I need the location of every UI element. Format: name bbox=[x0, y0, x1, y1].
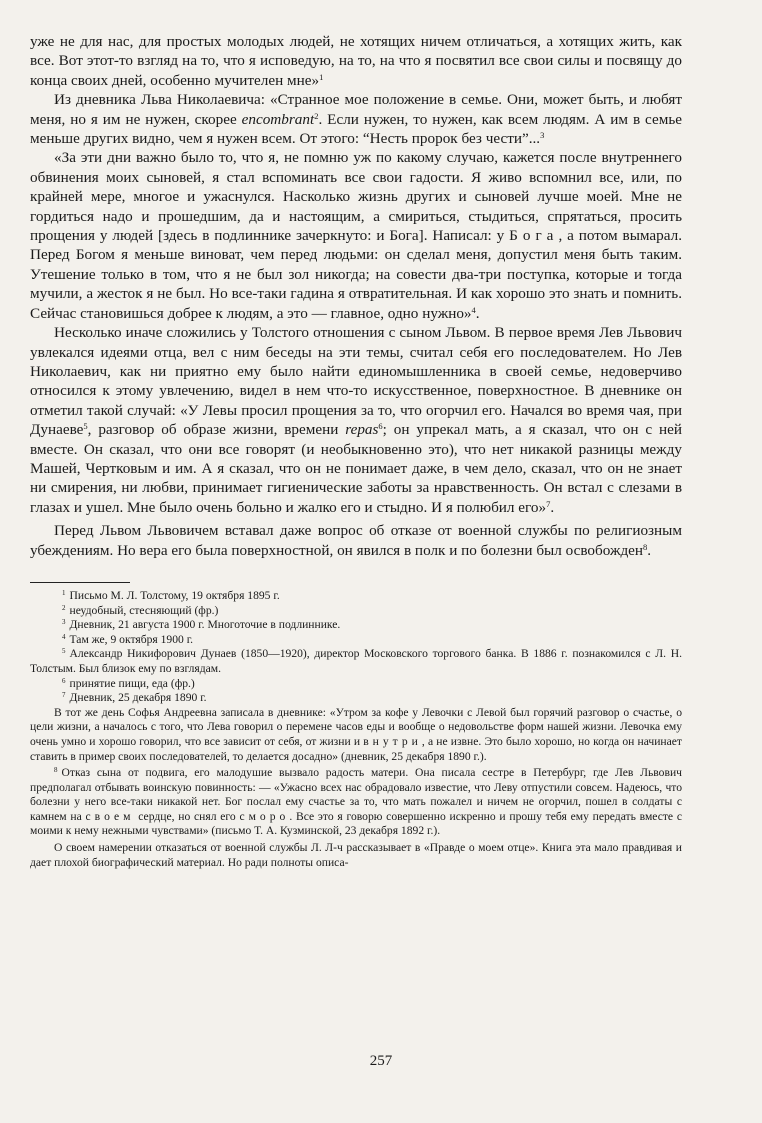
footnote-ref[interactable]: 1 bbox=[319, 71, 324, 82]
footnote-text: Дневник, 25 декабря 1890 г. bbox=[69, 691, 207, 705]
text: Несколько иначе сложились у Толстого отношения с сыном Львом. В первое время Лев Львович увлекался идеями отца, вел с ним беседы на эти темы, считал себя его последователем. Но Лев Николаевич, как ни приятно ему было найти единомышленника в своей семье, недоверчиво относился к этому увлечению, видел в нем что-то искусственное, поверхностное. В дневнике он отметил такой случай: «У Левы просил прощения за то, что огорчил его. Начался во время чая, при Дунаеве bbox=[30, 324, 682, 439]
footnote-ref[interactable]: 7 bbox=[546, 498, 551, 509]
footnote-text: . Все это я говорю совершенно искренно и прошу тебя ему передать вместе с моими к нему нежными чувствами» (письмо Т. А. Кузминской, 23 декабря 1892 г.). bbox=[30, 809, 682, 838]
footnote-ref[interactable]: 5 bbox=[83, 421, 88, 432]
footnote bbox=[30, 589, 682, 604]
footnote-number: 1 bbox=[62, 588, 66, 597]
footnote-number: 6 bbox=[62, 676, 66, 685]
page bbox=[30, 32, 682, 870]
footnote-text: Письмо М. Л. Толстому, 19 октября 1895 г. bbox=[69, 588, 280, 602]
footnote-number: 8 bbox=[54, 766, 58, 775]
paragraph: Несколько иначе сложились у Толстого отношения с сыном Львом. В первое время Лев Львович увлекался идеями отца, вел с ним беседы на эти темы, считал себя его последователем. Но Лев Николаевич, как ни приятно ему было найти единомышленника в своей семье, недоверчиво относился к этому увлечению, видел в нем что-то искусственное, поверхностное. В дневнике он отметил такой случай: «У Левы просил прощения за то, что огорчил его. Начался во время чая, при Дунаеве$^5$, разговор об образе жизни, времени repas$^6$; он упрекал мать, а я сказал, что он с ней вместе. Он сказал, что они все говорят (и необыкновенно это), что нет никакой разницы между Машей, Чертковым и им. А я сказал, что он не понимает даже, в чем дело, сказал, что он не знает ни смирения, ни любви, принимает гигиенические заботы за нравственность. Он встал с слезами в глазах и ушел. Мне было очень больно и жалко его и стыдно. И я полюбил его»$^7$. bbox=[30, 324, 682, 516]
footnote bbox=[30, 677, 682, 692]
footnote-ref[interactable]: 2 bbox=[314, 110, 319, 121]
footnote-ref[interactable]: 4 bbox=[471, 304, 476, 315]
footnote-text: Дневник, 21 августа 1900 г. Многоточие в подлиннике. bbox=[69, 618, 341, 632]
foreign-word: repas bbox=[345, 421, 379, 439]
footnote-ref[interactable]: 6 bbox=[378, 421, 383, 432]
text: . Если нужен, то нужен, как всем людям. А им в семье меньше других видно, чем я нужен всем. От этого: “Несть пророк без чести”... bbox=[30, 110, 682, 148]
text: Перед Львом Львовичем вставал даже вопрос об отказе от военной службы по религиозным убеждениям. Но вера его была поверхностной, он явился в полк и по болезни был освобожден bbox=[30, 522, 682, 559]
footnote-number: 4 bbox=[62, 632, 66, 641]
text: ; он упрекал мать, а я сказал, что он с ней вместе. Он сказал, что они все говорят (и необыкновенно это), что нет никакой разницы между Машей, Чертковым и им. А я сказал, что он не понимает даже, в чем дело, сказал, что он не знает ни смирения, ни любви, принимает гигиенические заботы за нравственность. Он встал с слезами в глазах и ушел. Мне было очень больно и жалко его и стыдно. И я полюбил его» bbox=[30, 421, 682, 516]
footnote-text: Александр Никифорович Дунаев (1850—1920), директор Московского торгового банка. В 1886 г. познакомился с Л. Н. Толстым. Был близок ему по взглядам. bbox=[30, 647, 682, 675]
footnote bbox=[30, 604, 682, 619]
footnote bbox=[30, 633, 682, 648]
paragraph bbox=[30, 32, 682, 90]
footnote-number: 5 bbox=[62, 647, 66, 656]
footnote-number: 2 bbox=[62, 603, 66, 612]
text: Из дневника Льва Николаевича: «Странное мое положение в семье. Они, может быть, и любят меня, но я им не нужен, скорее bbox=[30, 91, 682, 128]
footnote-text: В тот же день Софья Андреевна записала в дневнике: «Утром за кофе у Левочки с Левой был горячий разговор о счастье, о цели жизни, а началось с того, что Лева говорил о перемене часов еды и вообще о недовольстве форм нашей жизни. Левочка ему очень умно и хорошо говорил, что все зависит от себя, от жизни и bbox=[30, 705, 682, 748]
footnote bbox=[30, 618, 682, 633]
footnote-text: неудобный, стесняющий (фр.) bbox=[69, 603, 219, 617]
page-number: 257 bbox=[369, 1053, 393, 1069]
spaced-word: своем bbox=[85, 809, 135, 823]
footnote-ref[interactable]: 3 bbox=[540, 130, 545, 141]
footnote-paragraph bbox=[30, 841, 682, 870]
footnote-text: О своем намерении отказаться от военной службы Л. Л-ч рассказывает в «Правде о моем отце». Книга эта мало правдивая и дает плохой биографический материал. Но ради полноты описа- bbox=[30, 841, 682, 869]
spaced-word: Бога bbox=[509, 227, 559, 245]
paragraph bbox=[30, 90, 682, 148]
footnote bbox=[30, 691, 682, 706]
spaced-word: внутри bbox=[363, 734, 422, 748]
footnote-number: 3 bbox=[62, 618, 66, 627]
spaced-word: сморо bbox=[239, 809, 290, 823]
footnote-paragraph bbox=[30, 706, 682, 764]
foreign-word: encombrant bbox=[241, 110, 315, 128]
text: , а потом вымарал. Перед Богом я меньше виноват, чем перед людьми: он сделал меня, допустил меня быть таким. Утешение только в том, что я не был зол никогда; на совести два-три поступка, которые и тогда мучили, а жесток я не был. Но все-таки гадина я отвратительная. И как хорошо это знать и помнить. Сейчас становишься добрее к людям, а это — главное, одно нужно» bbox=[30, 227, 682, 322]
footnotes bbox=[30, 589, 682, 870]
footnote-divider bbox=[30, 582, 130, 583]
text: , разговор об образе жизни, времени bbox=[87, 421, 346, 439]
footnote-ref[interactable]: 8 bbox=[643, 541, 648, 552]
footnote bbox=[30, 766, 682, 839]
footnote bbox=[30, 647, 682, 676]
text: «За эти дни важно было то, что я, не помню уж по какому случаю, кажется после внутреннего обвинения моих сыновей, я стал вспоминать все свои гадости. Я живо вспомнил все, или, по крайней мере, многое и ужаснулся. Насколько жизнь других и сыновей лучше моей. Мне не гордиться надо и прошедшим, да и настоящим, а смириться, стыдиться, спрятаться, просить прощения у людей [здесь в подлиннике зачеркнуто: и Бога]. Написал: у bbox=[30, 149, 682, 245]
paragraph: «За эти дни важно было то, что я, не помню уж по какому случаю, кажется после внутреннего обвинения моих сыновей, я стал вспоминать все свои гадости. Я живо вспомнил все, или, по крайней мере, многое и ужаснулся. Насколько жизнь других и сыновей лучше моей. Мне не гордиться надо и прошедшим, да и настоящим, а смириться, стыдиться, спрятаться, просить прощения у людей [здесь в подлиннике зачеркнуто: и Бога]. Написал: у Бога, а потом вымарал. Перед Богом я меньше виноват, чем перед людьми: он сделал меня, допустил меня быть таким. Утешение только в том, что я не был зол никогда; на совести два-три поступка, которые и тогда мучили, а жесток я не был. Но все-таки гадина я отвратительная. И как хорошо это знать и помнить. Сейчас становишься добрее к людям, а это — главное, одно нужно»$^4$. bbox=[30, 149, 682, 322]
footnote-text: , а не извне. Это было хорошо, но когда он начинает ставить в пример своих последователей, то делается досадно» (дневник, 25 декабря 1890 г.). bbox=[30, 734, 682, 763]
footnote-text: Отказ сына от подвига, его малодушие вызвало радость матери. Она писала сестре в Петербург, где Лев Львович предполагал отбывать воинскую повинность: — «Ужасно всех нас обрадовало известие, что Леву отпустили совсем. Надеюсь, что болезни у него все-таки никакой нет. Бог послал ему счастье за то, что мать пожалел и ничем не огорчил, пошел в солдаты с камнем на bbox=[30, 766, 682, 823]
paragraph: Перед Львом Львовичем вставал даже вопрос об отказе от военной службы по религиозным убеждениям. Но вера его была поверхностной, он явился в полк и по болезни был освобожден$^8$. bbox=[30, 522, 682, 559]
footnote-text: сердце, но снял его bbox=[134, 809, 240, 823]
footnote-number: 7 bbox=[62, 691, 66, 700]
main-text bbox=[30, 32, 682, 560]
footnote-text: принятие пищи, еда (фр.) bbox=[69, 676, 195, 690]
footnote-text: Там же, 9 октября 1900 г. bbox=[69, 632, 194, 646]
text: уже не для нас, для простых молодых людей, не хотящих ничем отличаться, а хотящих жить, как все. Вот этот-то взгляд на то, что я исповедую, на то, на что я посвятил все свои силы и посвящу до конца своих дней, особенно мучителен мне» bbox=[30, 33, 682, 89]
